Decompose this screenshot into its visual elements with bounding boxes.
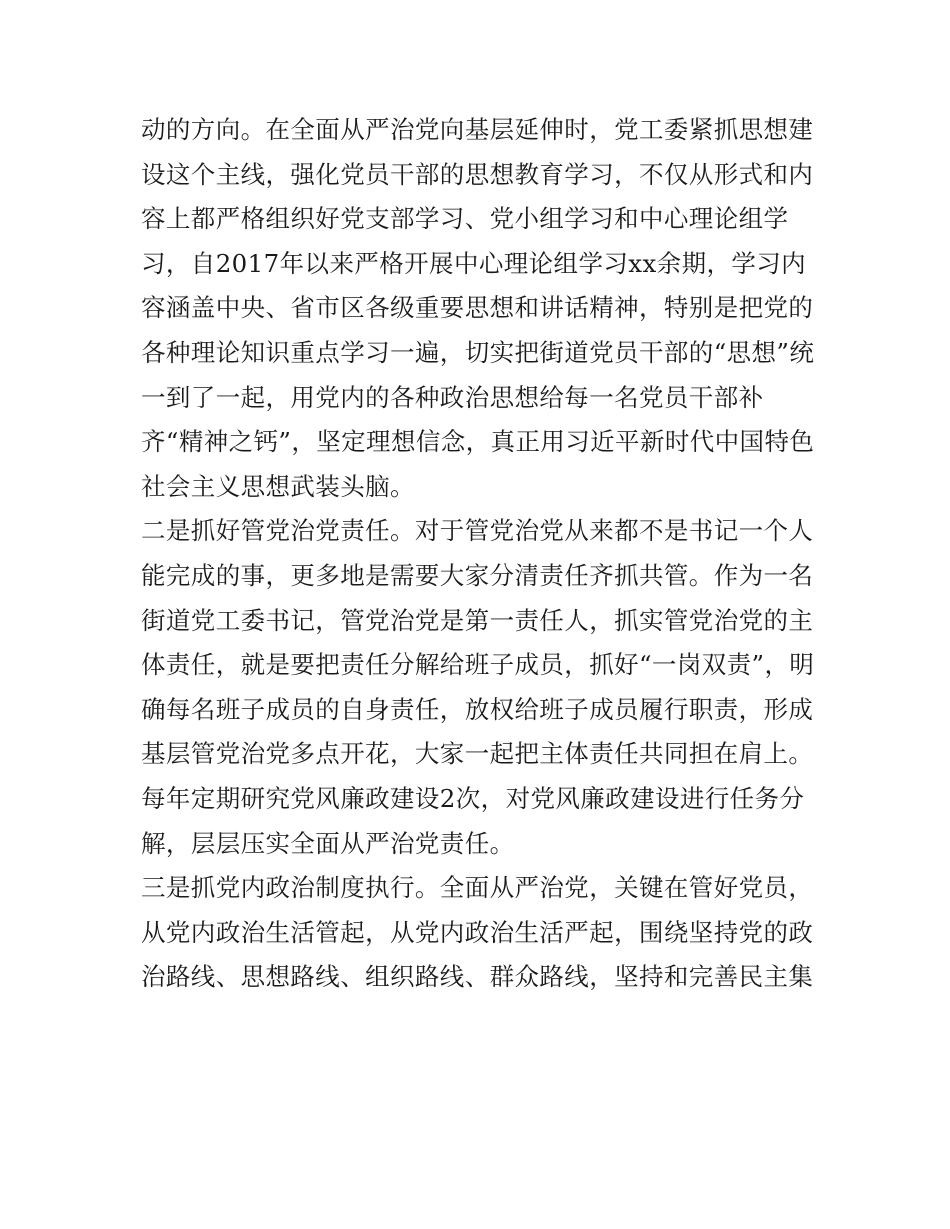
paragraph-3-start: 三是抓党内政治制度执行。全面从严治党，关键在管好党员， bbox=[141, 873, 814, 903]
text-line: 每年定期研究党风廉政建设2次，对党风廉政建设进行任务分 bbox=[141, 783, 805, 813]
text-line: 治路线、思想路线、组织路线、群众路线，坚持和完善民主集 bbox=[141, 962, 814, 992]
text-line: 社会主义思想武装头脑。 bbox=[141, 471, 415, 501]
text-line: 体责任，就是要把责任分解给班子成员，抓好“一岗双责”，明 bbox=[141, 650, 815, 680]
text-line: 齐“精神之钙”，坚定理想信念，真正用习近平新时代中国特色 bbox=[141, 427, 815, 457]
text-line: 确每名班子成员的自身责任，放权给班子成员履行职责，形成 bbox=[141, 694, 814, 724]
body-text bbox=[141, 108, 821, 1000]
text-line: 设这个主线，强化党员干部的思想教育学习，不仅从形式和内 bbox=[141, 159, 814, 189]
paragraph-2-start: 二是抓好管党治党责任。对于管党治党从来都不是书记一个人 bbox=[141, 516, 814, 546]
text-line: 容涵盖中央、省市区各级重要思想和讲话精神，特别是把党的 bbox=[141, 293, 814, 323]
text-line: 能完成的事，更多地是需要大家分清责任齐抓共管。作为一名 bbox=[141, 560, 814, 590]
text-line: 解，层层压实全面从严治党责任。 bbox=[141, 828, 515, 858]
text-line: 一到了一起，用党内的各种政治思想给每一名党员干部补 bbox=[141, 382, 764, 412]
text-line: 动的方向。在全面从严治党向基层延伸时，党工委紧抓思想建 bbox=[141, 115, 814, 144]
text-line: 习，自2017年以来严格开展中心理论组学习xx余期，学习内 bbox=[141, 248, 807, 278]
text-line: 从党内政治生活管起，从党内政治生活严起，围绕坚持党的政 bbox=[141, 917, 814, 947]
text-line: 各种理论知识重点学习一遍，切实把街道党员干部的“思想”统 bbox=[141, 337, 815, 367]
text-line: 街道党工委书记，管党治党是第一责任人，抓实管党治党的主 bbox=[141, 605, 814, 635]
text-line: 基层管党治党多点开花，大家一起把主体责任共同担在肩上。 bbox=[141, 739, 814, 769]
text-line: 容上都严格组织好党支部学习、党小组学习和中心理论组学 bbox=[141, 204, 789, 234]
